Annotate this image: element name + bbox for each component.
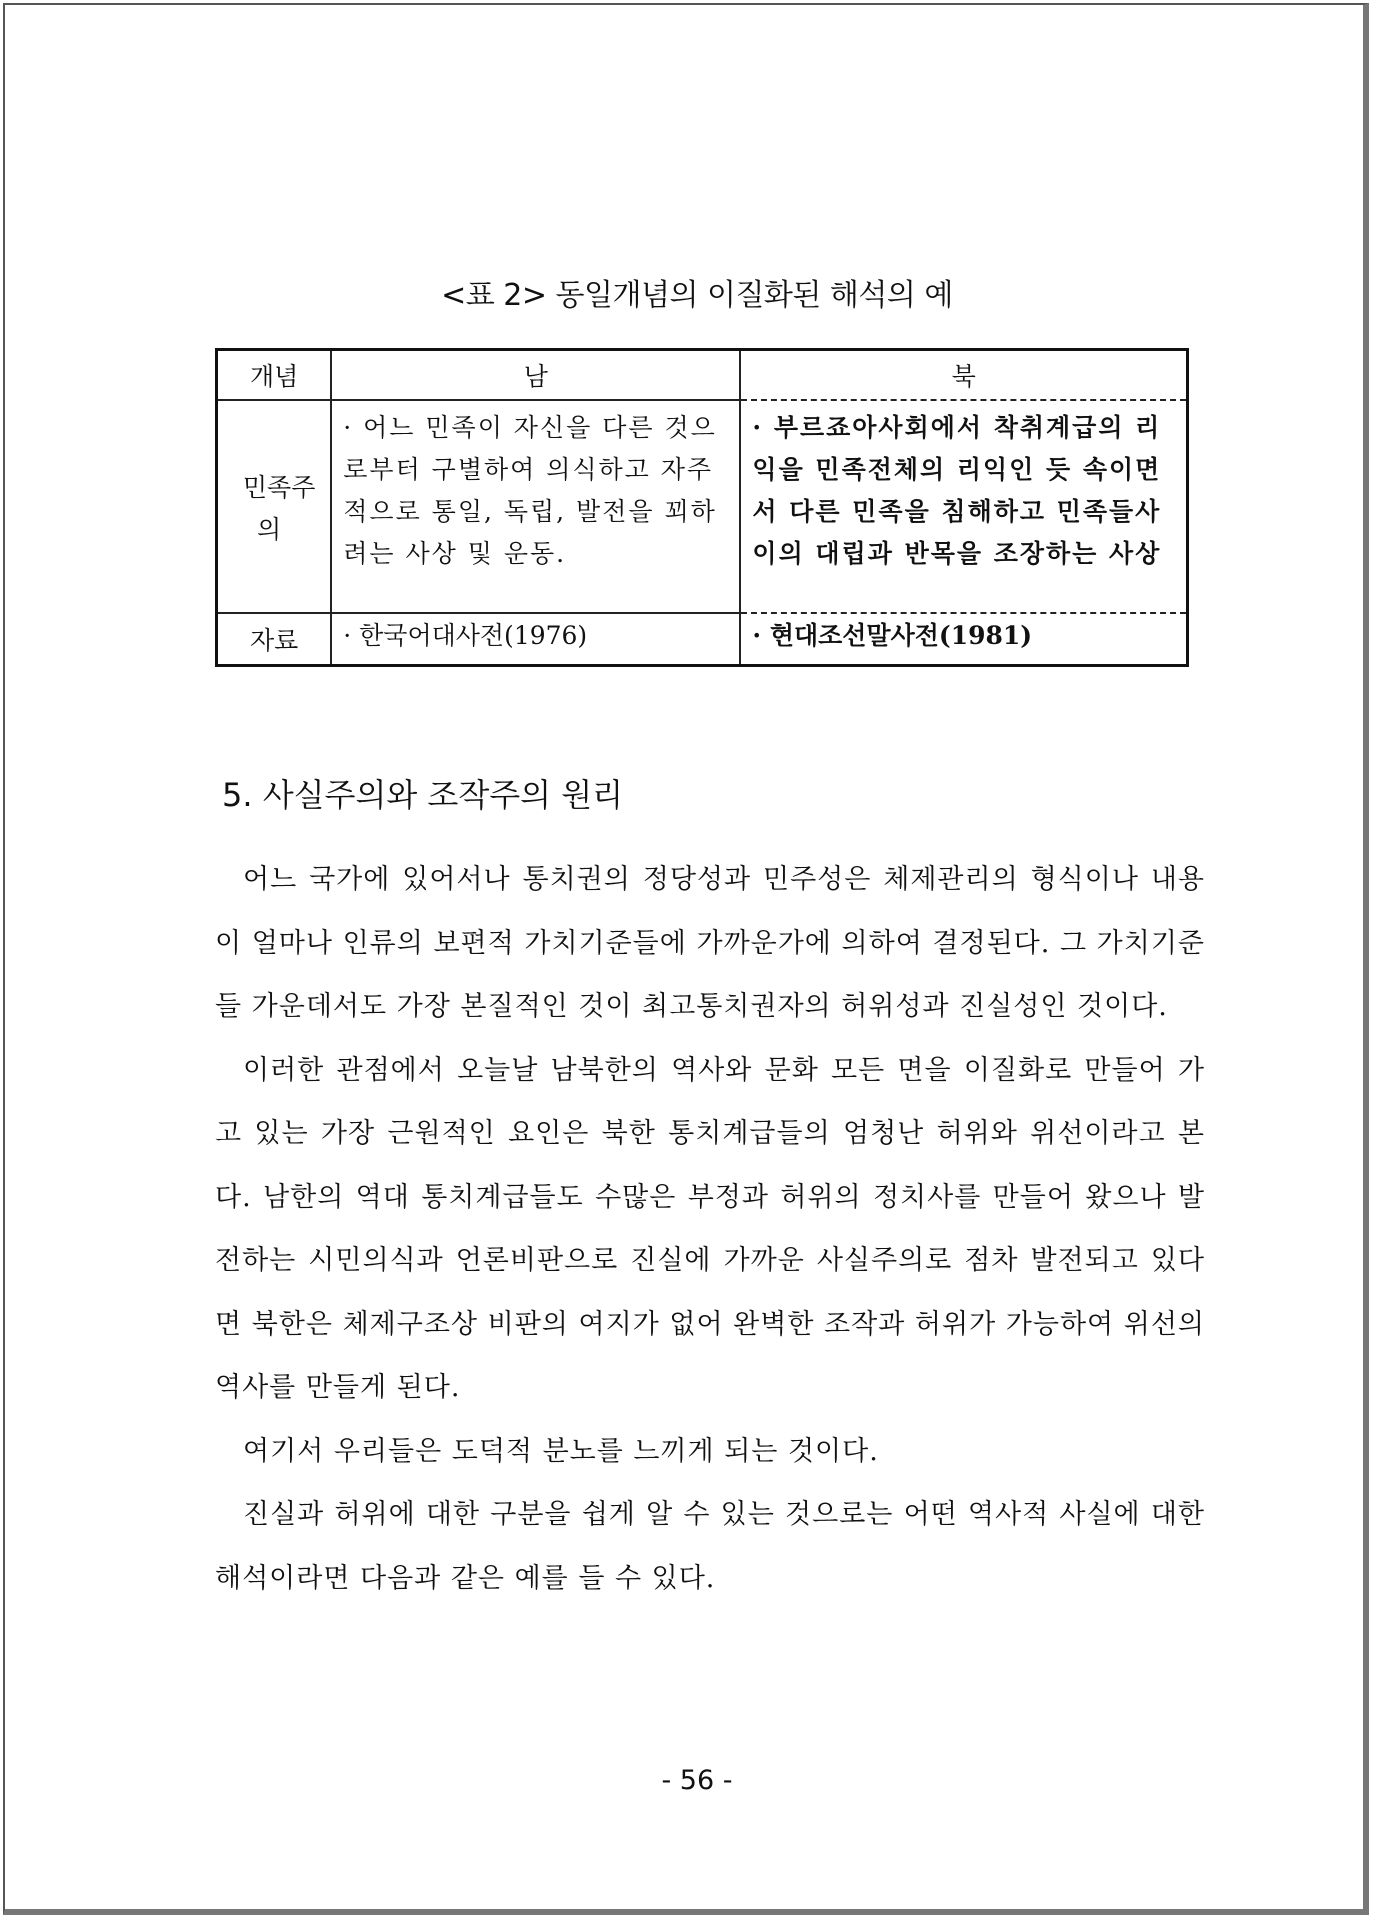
paragraph: 진실과 허위에 대한 구분을 쉽게 알 수 있는 것으로는 어떤 역사적 사실에 대한 해석이라면 다음과 같은 예를 들 수 있다.: [215, 1499, 1205, 1594]
row-south: · 어느 민족이 자신을 다른 것으로부터 구별하여 의식하고 자주적으로 통일, 독립, 발전을 꾀하려는 사상 및 운동.: [331, 400, 740, 613]
paragraph: 이러한 관점에서 오늘날 남북한의 역사와 문화 모든 면을 이질화로 만들어 가고 있는 가장 근원적인 요인은 북한 통치계급들의 엄청난 허위와 위선이라고 본다. 남한의 역대 통치계급들도 수많은 부정과 허위의 정치사를 만들어 왔으나 발전하는 시민의식과 언론비판으로 진실에 가까운 사실주의로 점차 발전되고 있다면 북한은 체제구조상 비판의 여지가 없어 완벽한 조작과 허위가 가능하여 위선의 역사를 만들게 된다.: [215, 1054, 1205, 1403]
paragraph: 여기서 우리들은 도덕적 분노를 느끼게 되는 것이다.: [243, 1435, 879, 1467]
section-title: 5. 사실주의와 조작주의 원리: [222, 776, 624, 814]
page-number: - 56 -: [661, 1765, 733, 1796]
table-caption: <표 2> 동일개념의 이질화된 해석의 예: [441, 278, 953, 313]
header-concept: 개념: [217, 350, 332, 401]
row-concept: 민족주의: [217, 400, 332, 613]
table-row: [217, 613, 1188, 666]
header-south: 남: [331, 350, 740, 401]
table-row: [217, 400, 1188, 613]
row-north: · 현대조선말사전(1981): [740, 613, 1187, 666]
comparison-table: [215, 348, 1189, 667]
table-header-row: [217, 350, 1188, 401]
body-text: [215, 848, 1205, 1610]
paragraph: 어느 국가에 있어서나 통치권의 정당성과 민주성은 체제관리의 형식이나 내용이 얼마나 인류의 보편적 가치기준들에 가까운가에 의하여 결정된다. 그 가치기준들 가운데서도 가장 본질적인 것이 최고통치권자의 허위성과 진실성인 것이다.: [215, 864, 1205, 1022]
row-south: · 한국어대사전(1976): [331, 613, 740, 666]
row-concept: 자료: [217, 613, 332, 666]
header-north: 북: [740, 350, 1187, 401]
row-north: · 부르죠아사회에서 착취계급의 리익을 민족전체의 리익인 듯 속이면서 다른 민족을 침해하고 민족들사이의 대립과 반목을 조장하는 사상: [740, 400, 1187, 613]
